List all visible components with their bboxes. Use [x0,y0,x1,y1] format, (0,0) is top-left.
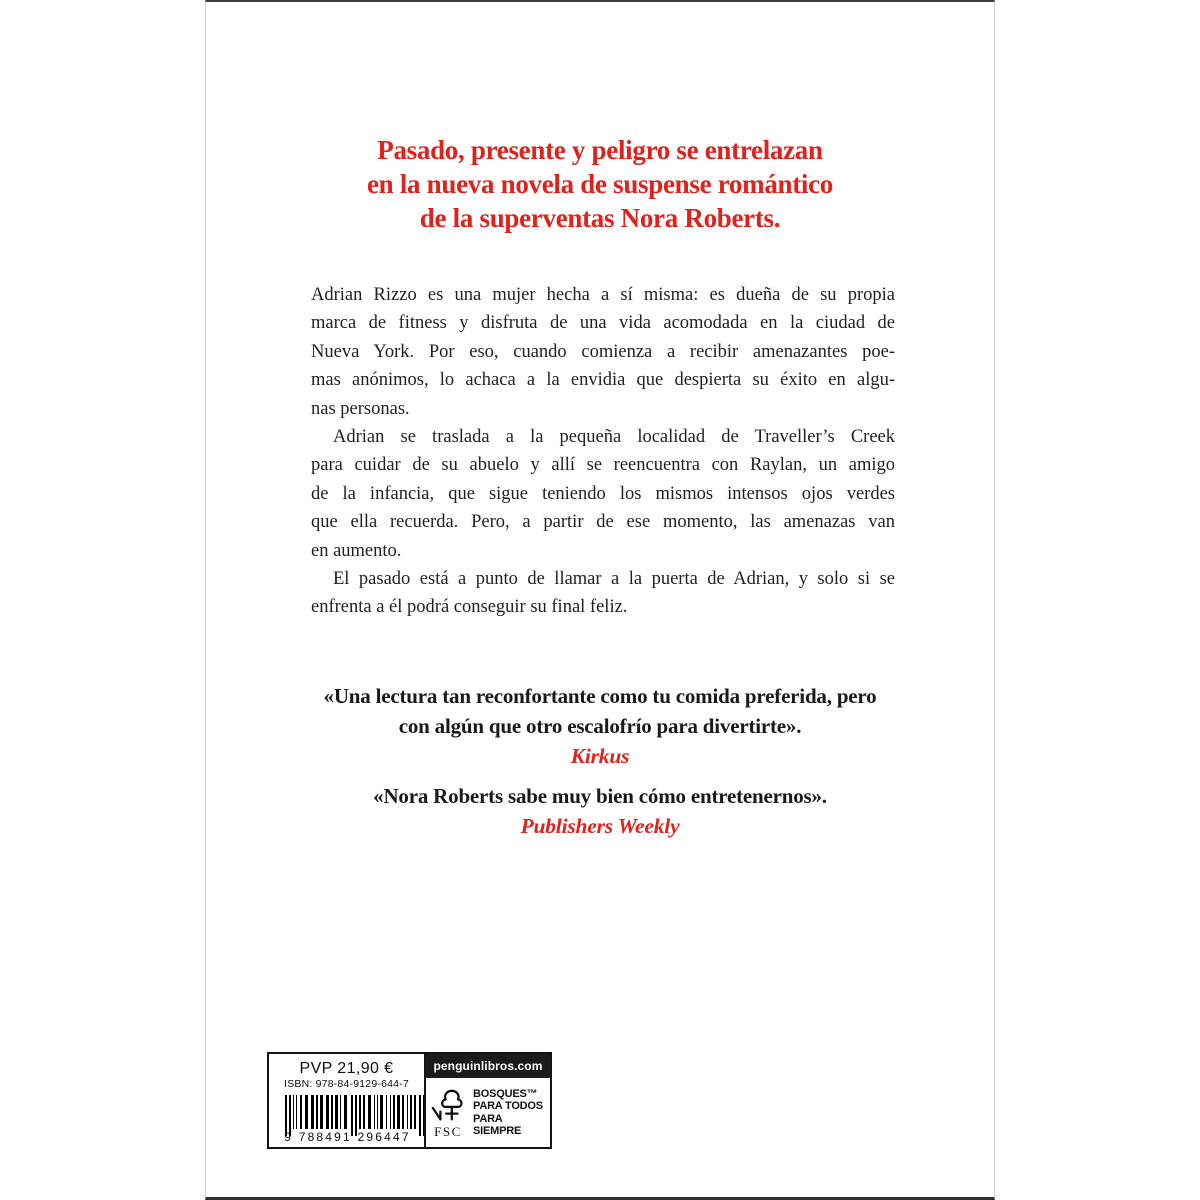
quote-line: «Nora Roberts sabe muy bien cómo entretenernos». [373,784,827,808]
publisher-panel [424,1054,550,1147]
synopsis-line: nas personas. [311,398,410,419]
synopsis-line: Adrian Rizzo es una mujer hecha a sí misma: es dueña de su propia [311,285,895,305]
headline-block [206,133,994,235]
synopsis-line: Nueva York. Por eso, cuando comienza a recibir amenazantes poe- [311,341,895,362]
quote-source: Publishers Weekly [520,814,680,838]
review-quote-publishers-weekly [206,781,994,841]
publisher-website: penguinlibros.com [426,1054,550,1078]
synopsis-line: marca de fitness y disfruta de una vida acomodada en la ciudad de [311,313,895,334]
synopsis-line: El pasado está a punto de llamar a la puerta de Adrian, y solo si se [333,569,895,590]
barcode-digits: 9 788491 296447 [284,1130,411,1144]
headline-line: en la nueva novela de suspense romántico [366,169,834,199]
quote-source: Kirkus [570,744,630,768]
synopsis-line: Adrian se traslada a la pequeña localidad de Traveller’s Creek [333,427,895,448]
quote-line: con algún que otro escalofrío para divertirte». [398,714,802,738]
synopsis-line: enfrenta a él podrá conseguir su final feliz. [311,597,628,618]
synopsis-line: que ella recuerda. Pero, a partir de ese momento, las amenazas van [311,512,895,533]
headline-line: Pasado, presente y peligro se entrelazan [377,135,823,165]
isbn-label: ISBN: 978-84-9129-644-7 [284,1078,409,1090]
synopsis-line: para cuidar de su abuelo y allí se reencuentra con Raylan, un amigo [311,455,895,476]
barcode-bars [285,1095,418,1129]
quote-line: «Una lectura tan reconfortante como tu comida preferida, pero [323,684,877,708]
fsc-slogan: BOSQUES™ PARA TODOS PARA SIEMPRE [473,1087,543,1137]
fsc-tree-icon [430,1087,466,1125]
price-barcode-box [267,1052,552,1149]
headline-line: de la superventas Nora Roberts. [419,203,781,233]
fsc-certification [426,1078,550,1147]
price-label: PVP 21,90 € [299,1060,394,1077]
synopsis-line: en aumento. [311,540,402,561]
review-quote-kirkus [206,681,994,771]
book-back-cover [205,0,995,1200]
barcode-panel [269,1054,424,1147]
synopsis-line: mas anónimos, lo achaca a la envidia que despierta su éxito en algu- [311,370,895,391]
synopsis-line: de la infancia, que sigue teniendo los mismos intensos ojos verdes [311,483,895,504]
synopsis-block [311,281,895,622]
fsc-acronym: FSC [434,1124,462,1139]
